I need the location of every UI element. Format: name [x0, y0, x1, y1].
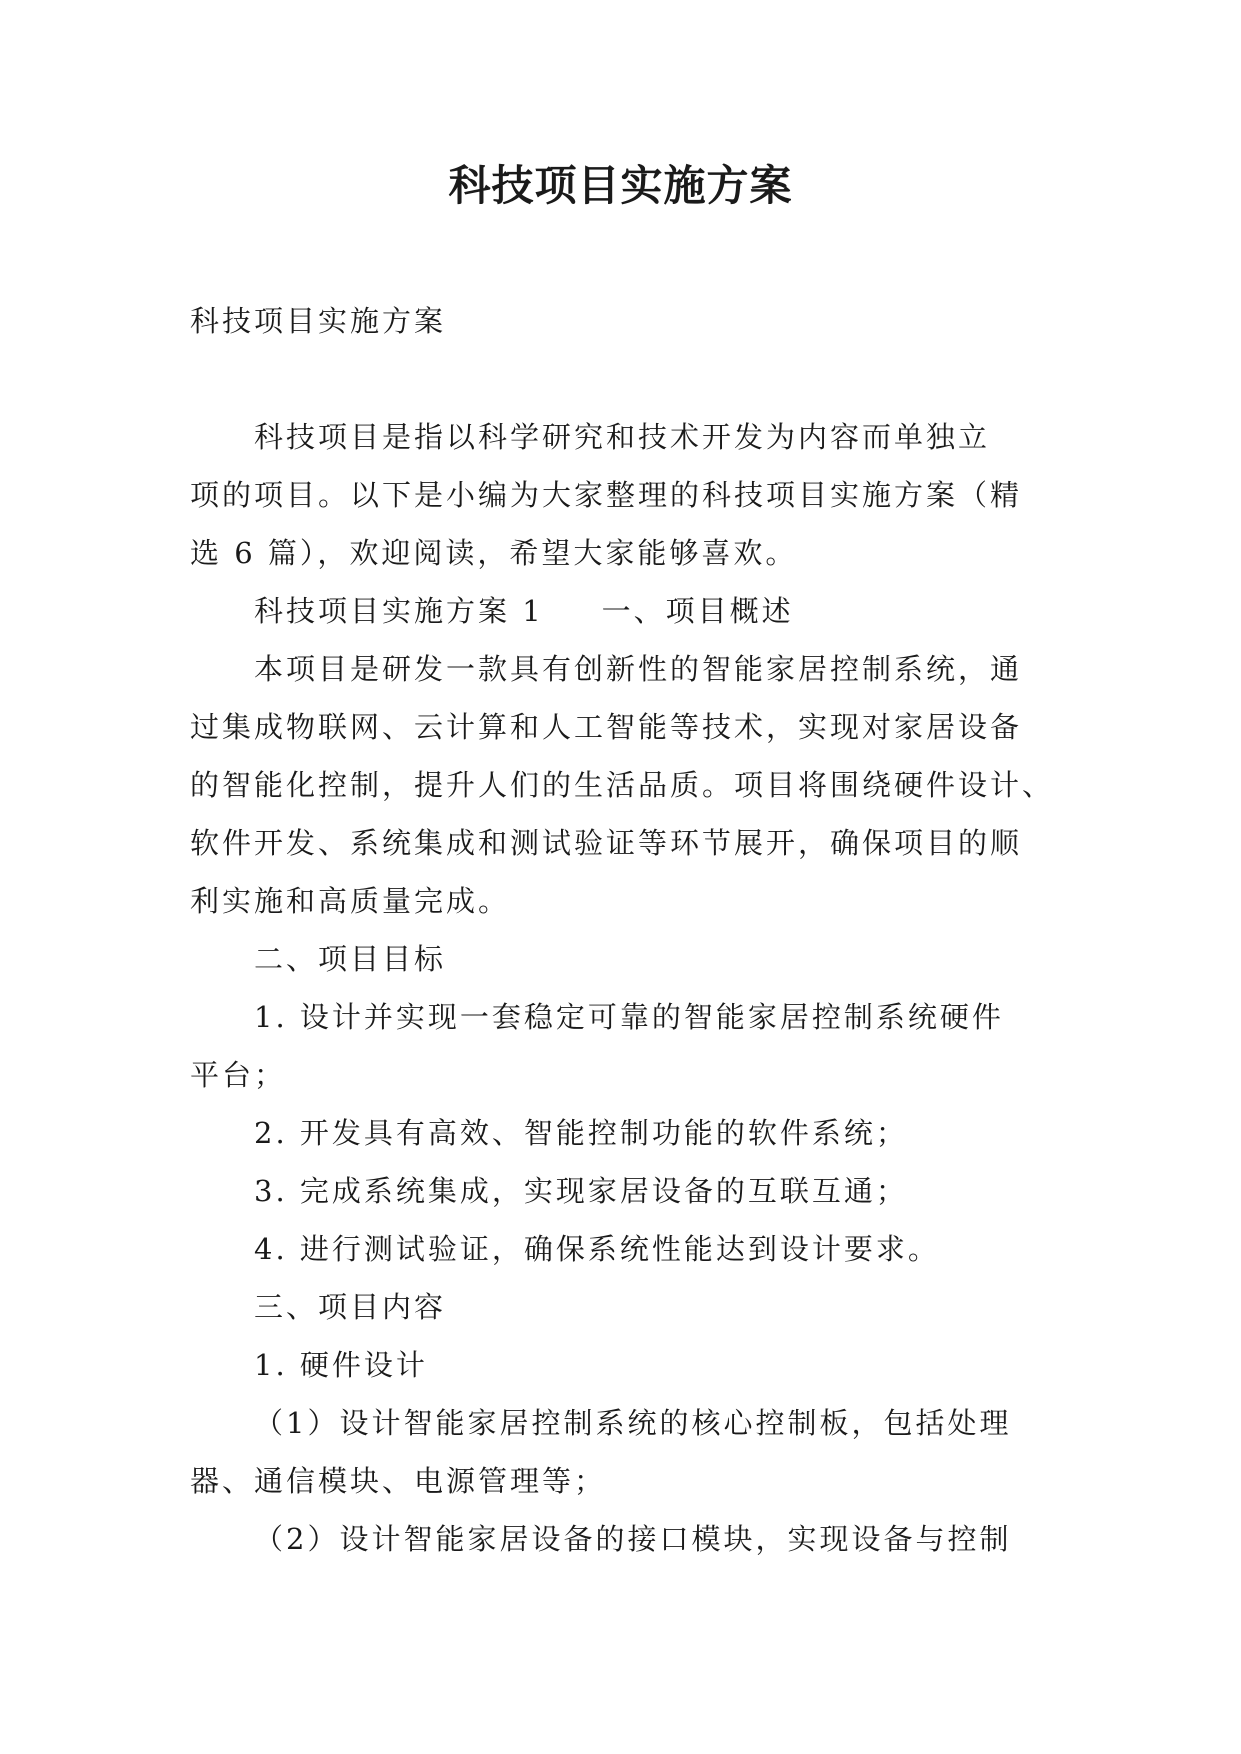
list-item: 4. 进行测试验证，确保系统性能达到设计要求。 [254, 1232, 940, 1266]
heading-line: 二、项目目标 [254, 942, 447, 976]
list-item: 2. 开发具有高效、智能控制功能的软件系统； [254, 1116, 908, 1150]
list-item-continued: 平台； [190, 1058, 287, 1092]
heading-line: 三、项目内容 [254, 1290, 447, 1324]
paragraph-line: 选 6 篇），欢迎阅读，希望大家能够喜欢。 [190, 536, 798, 570]
subtitle: 科技项目实施方案 [190, 304, 447, 338]
paragraph-line: 过集成物联网、云计算和人工智能等技术，实现对家居设备 [190, 710, 1023, 744]
list-item: 3. 完成系统集成，实现家居设备的互联互通； [254, 1174, 908, 1208]
section-title: 科技项目实施方案 1 [254, 594, 544, 628]
document-title: 科技项目实施方案 [448, 161, 793, 210]
paragraph-line: 科技项目是指以科学研究和技术开发为内容而单独立 [254, 420, 991, 454]
paragraph-line: 本项目是研发一款具有创新性的智能家居控制系统，通 [254, 652, 1023, 686]
paragraph-line: 器、通信模块、电源管理等； [190, 1464, 607, 1498]
document-body [190, 292, 1055, 1568]
paragraph-line: 项的项目。以下是小编为大家整理的科技项目实施方案（精 [190, 478, 1023, 512]
paragraph-line: （2）设计智能家居设备的接口模块，实现设备与控制 [254, 1522, 1012, 1556]
paragraph-line: （1）设计智能家居控制系统的核心控制板，包括处理 [254, 1406, 1012, 1440]
section-heading: 一、项目概述 [601, 594, 794, 628]
paragraph-line: 利实施和高质量完成。 [190, 884, 511, 918]
section-heading-line [190, 582, 1050, 640]
list-item: 1. 设计并实现一套稳定可靠的智能家居控制系统硬件 [254, 1000, 1004, 1034]
paragraph-line: 软件开发、系统集成和测试验证等环节展开，确保项目的顺 [190, 826, 1023, 860]
blank-line [190, 350, 1050, 408]
paragraph-line: 的智能化控制，提升人们的生活品质。项目将围绕硬件设计、 [190, 768, 1055, 802]
subheading-line: 1. 硬件设计 [254, 1348, 428, 1382]
